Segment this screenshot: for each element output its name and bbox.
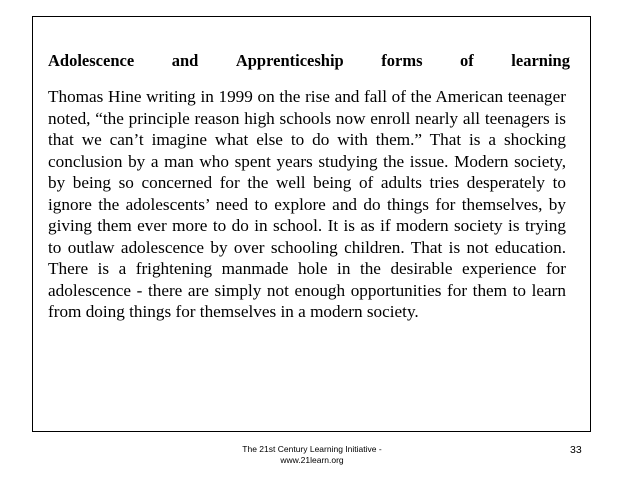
body-paragraph: Thomas Hine writing in 1999 on the rise and fall of the American teenager noted, “the principle reason high schools now enroll nearly all teenagers is that we can’t imagine what else to do with them.” That is a shocking conclusion by a man who spent years studying the issue. Modern society, by being so concerned for the well being of adults tries desperately to ignore the adolescents’ need to explore and do things for themselves, by giving them ever more to do in school. It is as if modern society is trying to outlaw adolescence by over schooling children. That is not education. There is a frightening manmade hole in the desirable experience for adolescence - there are simply not enough opportunities for them to learn from doing things for themselves in a modern society.	[48, 87, 566, 321]
page-number: 33	[570, 444, 582, 456]
slide-title	[48, 51, 570, 71]
title-word: and	[171, 51, 199, 70]
footer-credit-line: The 21st Century Learning Initiative -	[242, 444, 382, 454]
title-word: learning	[511, 51, 570, 70]
title-word: Adolescence	[48, 51, 135, 70]
footer-credit-url: www.21learn.org	[280, 455, 344, 465]
title-word: forms	[381, 51, 423, 70]
footer-credit	[220, 444, 404, 466]
title-word: of	[460, 51, 474, 70]
title-word: Apprenticeship	[235, 51, 344, 70]
